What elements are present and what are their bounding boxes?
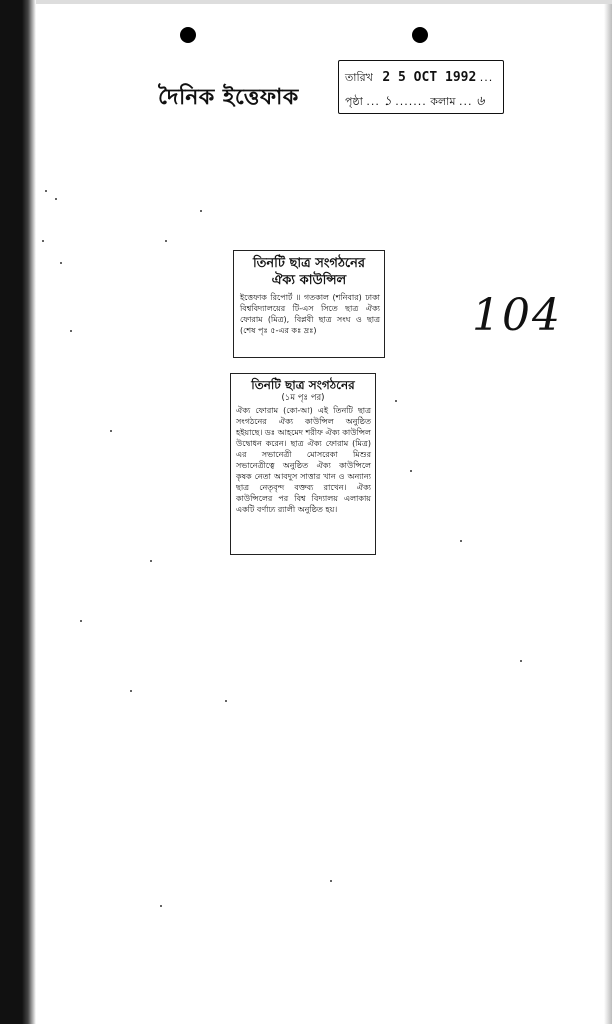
scan-speck [225,700,227,702]
scan-top-edge [36,0,612,4]
scan-speck [410,470,412,472]
clipping-headline: তিনটি ছাত্র সংগঠনের [251,378,355,392]
news-clipping-front-page [233,250,385,358]
scan-speck [70,330,72,332]
continuation-note: (১ম পৃঃ পর) [281,393,325,403]
scan-speck [80,620,82,622]
punch-hole-right [412,27,428,43]
scan-speck [200,210,202,212]
news-clipping-continuation [230,373,376,555]
stamp-page-row [345,92,484,113]
stamp-dots: ... [458,95,473,108]
stamp-date-label: তারিখ [345,71,373,84]
scan-speck [55,198,57,200]
stamp-page-label: পৃষ্ঠা [345,95,363,108]
scan-speck [520,660,522,662]
scan-speck [150,560,152,562]
scan-speck [130,690,132,692]
scan-speck [160,905,162,907]
clipping-headline [234,255,384,289]
stamp-page-value: ১ [383,94,392,109]
headline-line-2: ঐক্য কাউন্সিল [271,273,347,288]
scan-speck [110,430,112,432]
scan-speck [45,190,47,192]
scan-speck [460,540,462,542]
clipping-body: ঐক্য ফোরাম (কো-আ) এই তিনটি ছাত্র সংগঠনের ঐক্য কাউন্সিল অনুষ্ঠিত হইয়াছে। ডঃ আহমেদ শরীফ ঐক্য কাউন্সিল উদ্বোধন করেন। ছাত্র ঐক্য ফোরাম (মিত্র) এর সভানেত্রী মোসরেকা মিশুর সভানেত্রীত্বে অনুষ্ঠিত ঐক্য কাউন্সিলে কৃষক নেতা আবদুস সাত্তার খান ও অন্যান্য ছাত্র নেতৃবৃন্দ বক্তব্য রাখেন। ঐক্য কাউন্সিলের পর বিশ্ব বিদ্যালয় এলাকায় একটি বর্ণাঢ্য র‍্যালী অনুষ্ঠিত হয়। [236,406,371,514]
stamp-dots: ... [366,95,380,108]
newspaper-name: দৈনিক ইত্তেফাক [158,84,299,110]
scan-left-edge [0,0,36,1024]
stamp-dots: ... [479,71,494,84]
stamp-date-row [345,69,493,88]
punch-hole-left [180,27,196,43]
handwritten-page-number: 104 [472,290,562,341]
scan-speck [330,880,332,882]
scan-speck [60,262,62,264]
headline-line-1: তিনটি ছাত্র সংগঠনের [252,256,366,271]
scan-speck [395,400,397,402]
stamp-column-value: ৬ [475,94,485,109]
stamp-date-value: 2 5 OCT 1992 [382,70,477,85]
clipping-body: ইত্তেফাক রিপোর্ট ॥ গতকাল (শনিবার) ঢাকা বিশ্ববিদ্যালয়ের টি-এস সিতে ছাত্র ঐক্য ফোরাম (মিত্র), বিপ্লবী ছাত্র সংঘ ও ছাত্র (শেষ পৃঃ ৫-এর কঃ দ্রঃ) [240,293,380,335]
scan-speck [42,240,44,242]
stamp-column-label: কলাম [430,95,456,108]
scan-right-edge [604,0,612,1024]
stamp-dots: ....... [395,95,427,108]
scan-speck [165,240,167,242]
date-stamp [338,60,504,114]
